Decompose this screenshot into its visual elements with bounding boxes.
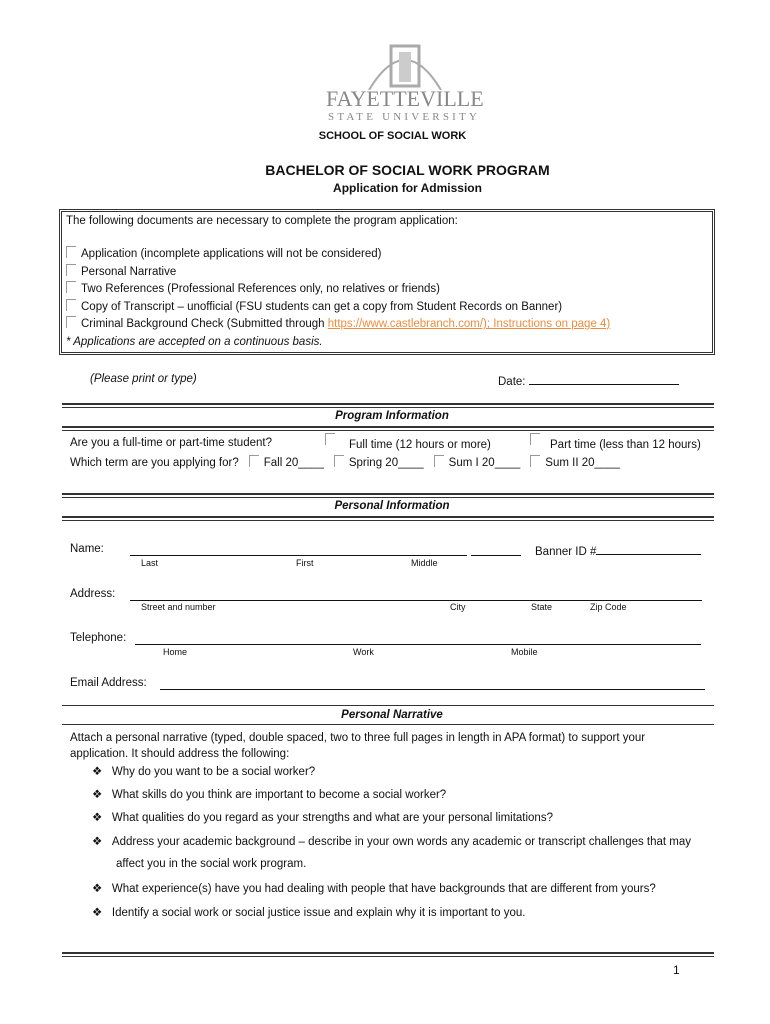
divider <box>62 403 714 408</box>
page-subtitle: Application for Admission <box>333 181 482 195</box>
divider <box>62 516 714 521</box>
divider <box>62 493 714 498</box>
checkbox[interactable] <box>66 316 76 328</box>
logo-text: FAYETTEVILLE <box>326 86 484 111</box>
print-note: (Please print or type) <box>90 373 197 385</box>
state-label: State <box>531 602 553 612</box>
term-fall[interactable]: Fall 20____ <box>249 455 324 469</box>
checkbox[interactable] <box>530 455 540 467</box>
list-item: ❖ What experience(s) have you had dealing with people that have backgrounds that are different from yours? <box>92 883 656 895</box>
bullet-icon: ❖ <box>92 812 103 824</box>
continuous-note: * Applications are accepted on a continuous basis. <box>66 335 323 348</box>
date-field[interactable]: Date: <box>498 373 679 388</box>
page-number: 1 <box>673 963 680 977</box>
documents-list <box>66 246 610 351</box>
email-input[interactable] <box>160 678 705 690</box>
email-label: Email Address: <box>70 677 147 689</box>
narrative-intro: Attach a personal narrative (typed, double spaced, two to three full pages in length in APA format) to support your <box>70 732 646 744</box>
banner-id-field[interactable]: Banner ID # <box>535 543 701 558</box>
fulltime-option[interactable]: Full time (12 hours or more) <box>325 433 491 447</box>
name-label: Name: <box>70 543 104 555</box>
middle-input[interactable] <box>471 544 521 556</box>
divider <box>62 724 714 725</box>
student-type-question: Are you a full-time or part-time student? <box>70 437 272 449</box>
mobile-label: Mobile <box>511 647 538 657</box>
checkbox[interactable] <box>530 433 540 445</box>
divider <box>62 426 714 431</box>
parttime-option[interactable]: Part time (less than 12 hours) <box>530 433 701 447</box>
street-label: Street and number <box>141 602 216 612</box>
checkbox[interactable] <box>66 246 76 258</box>
name-input[interactable] <box>130 544 467 556</box>
term-sum1[interactable]: Sum I 20____ <box>434 455 521 469</box>
middle-label: Middle <box>411 558 438 568</box>
footer-divider <box>62 952 714 957</box>
document-item[interactable]: Personal Narrative <box>66 264 610 282</box>
list-item-continued: affect you in the social work program. <box>116 858 307 870</box>
city-label: City <box>450 602 466 612</box>
work-label: Work <box>353 647 374 657</box>
last-label: Last <box>141 558 159 568</box>
narrative-intro-2: application. It should address the following: <box>70 748 290 760</box>
section-heading-program: Program Information <box>335 410 449 422</box>
checkbox[interactable] <box>434 455 444 467</box>
page-title: BACHELOR OF SOCIAL WORK PROGRAM <box>265 162 550 178</box>
bullet-icon: ❖ <box>92 907 103 919</box>
address-input[interactable] <box>130 589 702 601</box>
documents-intro: The following documents are necessary to complete the program application: <box>66 215 458 227</box>
document-item[interactable]: Two References (Professional References only, no relatives or friends) <box>66 281 610 299</box>
term-question: Which term are you applying for? <box>70 457 239 469</box>
document-item[interactable]: Application (incomplete applications will not be considered) <box>66 246 610 264</box>
checkbox[interactable] <box>66 264 76 276</box>
document-item[interactable]: Criminal Background Check (Submitted through https://www.castlebranch.com/); Instructions on page 4) <box>66 316 610 334</box>
term-row <box>70 455 620 469</box>
first-label: First <box>296 558 314 568</box>
term-spring[interactable]: Spring 20____ <box>334 455 424 469</box>
address-label: Address: <box>70 588 116 600</box>
bullet-icon: ❖ <box>92 836 103 848</box>
checkbox[interactable] <box>66 299 76 311</box>
checkbox[interactable] <box>66 281 76 293</box>
bullet-icon: ❖ <box>92 883 103 895</box>
school-name: SCHOOL OF SOCIAL WORK <box>318 130 467 142</box>
list-item: ❖ Why do you want to be a social worker? <box>92 766 316 778</box>
list-item: ❖ What qualities do you regard as your strengths and what are your personal limitations? <box>92 812 553 824</box>
castlebranch-link[interactable]: https://www.castlebranch.com/); Instructions on page 4) <box>327 318 611 330</box>
divider <box>62 705 714 706</box>
term-sum2[interactable]: Sum II 20____ <box>530 455 620 469</box>
list-item: ❖ Identify a social work or social justice issue and explain why it is important to you. <box>92 907 526 919</box>
list-item: ❖ What skills do you think are important to become a social worker? <box>92 789 447 801</box>
home-label: Home <box>163 647 188 657</box>
logo-subtext: STATE UNIVERSITY <box>328 111 481 123</box>
list-item: ❖ Address your academic background – describe in your own words any academic or transcript challenges that may <box>92 836 692 848</box>
document-item[interactable]: Copy of Transcript – unofficial (FSU students can get a copy from Student Records on Banner) <box>66 299 610 317</box>
telephone-input[interactable] <box>135 633 701 645</box>
checkbox[interactable] <box>249 455 259 467</box>
logo-seal-icon <box>365 40 445 90</box>
section-heading-narrative: Personal Narrative <box>341 709 443 721</box>
section-heading-personal: Personal Information <box>334 500 450 512</box>
checkbox[interactable] <box>334 455 344 467</box>
checkbox[interactable] <box>325 433 335 445</box>
bullet-icon: ❖ <box>92 789 103 801</box>
zip-label: Zip Code <box>590 602 627 612</box>
bullet-icon: ❖ <box>92 766 103 778</box>
telephone-label: Telephone: <box>70 632 127 644</box>
